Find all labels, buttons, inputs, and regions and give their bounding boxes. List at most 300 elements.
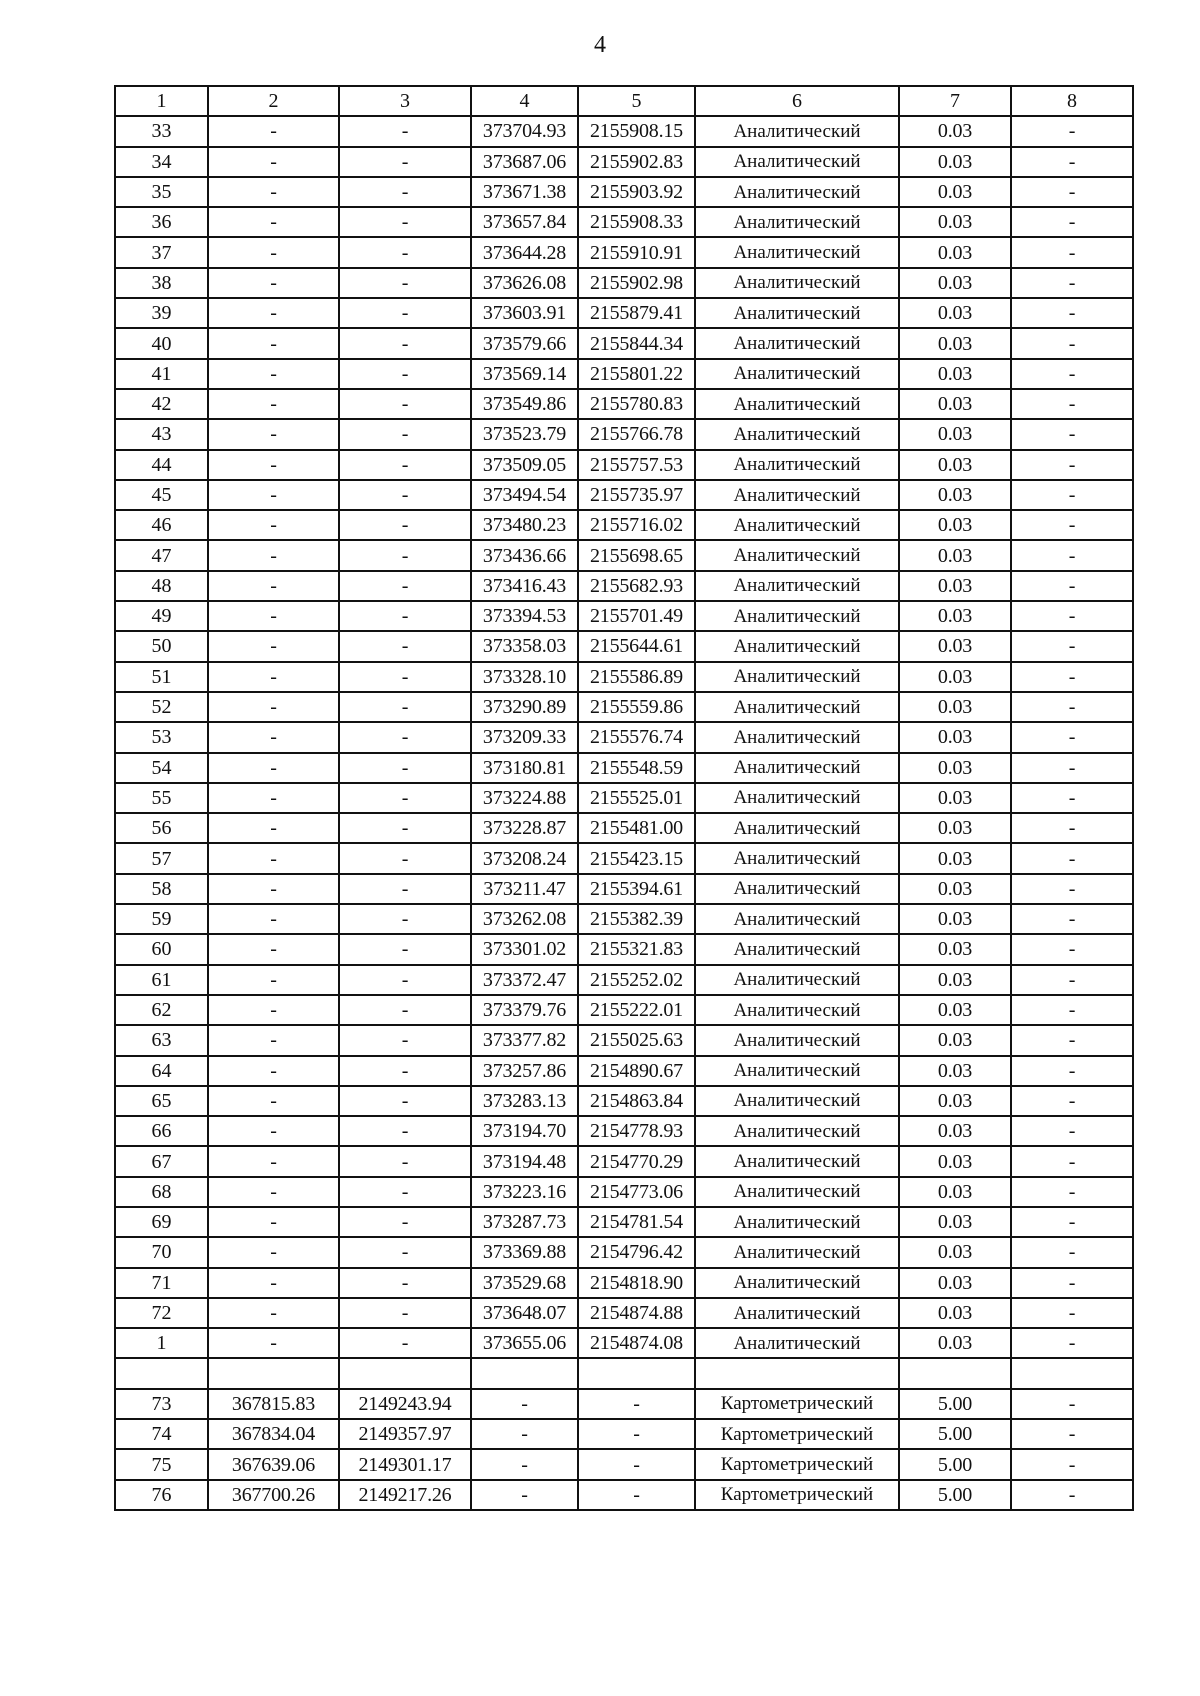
table-row [115, 207, 1133, 237]
method-cell: Аналитический [695, 934, 899, 964]
accuracy-cell: 0.03 [899, 995, 1011, 1025]
note-cell: - [1011, 1207, 1133, 1237]
point-number-cell: 62 [115, 995, 208, 1025]
note-cell: - [1011, 328, 1133, 358]
method-cell: Аналитический [695, 1237, 899, 1267]
method-cell: Аналитический [695, 116, 899, 146]
accuracy-cell: 0.03 [899, 450, 1011, 480]
note-cell: - [1011, 268, 1133, 298]
accuracy-cell: 0.03 [899, 510, 1011, 540]
method-cell: Аналитический [695, 1328, 899, 1358]
note-cell: - [1011, 995, 1133, 1025]
point-number-cell: 44 [115, 450, 208, 480]
method-cell: Аналитический [695, 1025, 899, 1055]
x-cartometric-cell: - [208, 1146, 339, 1176]
y-analytic-cell: 2155879.41 [578, 298, 695, 328]
method-cell: Аналитический [695, 237, 899, 267]
accuracy-cell: 0.03 [899, 965, 1011, 995]
y-cartometric-cell: - [339, 1177, 471, 1207]
note-cell: - [1011, 1025, 1133, 1055]
accuracy-cell: 0.03 [899, 1056, 1011, 1086]
table-row [115, 631, 1133, 661]
x-cartometric-cell: 367815.83 [208, 1389, 339, 1419]
y-cartometric-cell: - [339, 268, 471, 298]
note-cell: - [1011, 1419, 1133, 1449]
y-analytic-cell: - [578, 1389, 695, 1419]
y-cartometric-cell: - [339, 965, 471, 995]
accuracy-cell: 0.03 [899, 298, 1011, 328]
method-cell: Аналитический [695, 207, 899, 237]
method-cell: Аналитический [695, 843, 899, 873]
table-header [115, 86, 1133, 116]
y-analytic-cell: 2155252.02 [578, 965, 695, 995]
note-cell: - [1011, 207, 1133, 237]
table-row [115, 934, 1133, 964]
y-analytic-cell: 2155844.34 [578, 328, 695, 358]
y-cartometric-cell: - [339, 1328, 471, 1358]
note-cell: - [1011, 1480, 1133, 1510]
method-cell: Аналитический [695, 328, 899, 358]
point-number-cell: 43 [115, 419, 208, 449]
x-analytic-cell: 373687.06 [471, 147, 578, 177]
x-cartometric-cell: - [208, 1025, 339, 1055]
y-analytic-cell: 2154874.88 [578, 1298, 695, 1328]
x-cartometric-cell: 367700.26 [208, 1480, 339, 1510]
x-cartometric-cell: - [208, 389, 339, 419]
note-cell: - [1011, 1328, 1133, 1358]
y-cartometric-cell: - [339, 328, 471, 358]
y-cartometric-cell: - [339, 783, 471, 813]
y-cartometric-cell: - [339, 419, 471, 449]
y-analytic-cell: 2154890.67 [578, 1056, 695, 1086]
column-header: 6 [695, 86, 899, 116]
x-analytic-cell: 373509.05 [471, 450, 578, 480]
point-number-cell: 42 [115, 389, 208, 419]
note-cell: - [1011, 1177, 1133, 1207]
y-cartometric-cell: - [339, 692, 471, 722]
x-analytic-cell: - [471, 1449, 578, 1479]
accuracy-cell: 0.03 [899, 662, 1011, 692]
method-cell [695, 1358, 899, 1388]
point-number-cell: 63 [115, 1025, 208, 1055]
accuracy-cell: 5.00 [899, 1419, 1011, 1449]
table-row [115, 662, 1133, 692]
x-cartometric-cell: - [208, 1298, 339, 1328]
accuracy-cell: 0.03 [899, 268, 1011, 298]
x-analytic-cell: 373603.91 [471, 298, 578, 328]
column-header: 5 [578, 86, 695, 116]
y-cartometric-cell: - [339, 116, 471, 146]
y-cartometric-cell [339, 1358, 471, 1388]
y-analytic-cell: 2155902.83 [578, 147, 695, 177]
x-analytic-cell: - [471, 1419, 578, 1449]
table-row [115, 813, 1133, 843]
x-cartometric-cell: - [208, 874, 339, 904]
column-header: 4 [471, 86, 578, 116]
table-row [115, 1177, 1133, 1207]
x-cartometric-cell: - [208, 298, 339, 328]
table-row [115, 1025, 1133, 1055]
note-cell: - [1011, 753, 1133, 783]
y-cartometric-cell: - [339, 389, 471, 419]
y-cartometric-cell: - [339, 1268, 471, 1298]
x-analytic-cell: 373369.88 [471, 1237, 578, 1267]
y-analytic-cell: 2155908.33 [578, 207, 695, 237]
y-analytic-cell: 2155910.91 [578, 237, 695, 267]
point-number-cell: 47 [115, 540, 208, 570]
accuracy-cell: 0.03 [899, 631, 1011, 661]
x-analytic-cell: 373211.47 [471, 874, 578, 904]
x-cartometric-cell: - [208, 631, 339, 661]
point-number-cell: 68 [115, 1177, 208, 1207]
method-cell: Аналитический [695, 450, 899, 480]
x-analytic-cell: 373290.89 [471, 692, 578, 722]
accuracy-cell: 0.03 [899, 753, 1011, 783]
table-row [115, 389, 1133, 419]
accuracy-cell: 0.03 [899, 1025, 1011, 1055]
y-analytic-cell: 2155423.15 [578, 843, 695, 873]
y-cartometric-cell: - [339, 540, 471, 570]
accuracy-cell: 0.03 [899, 1177, 1011, 1207]
note-cell: - [1011, 1449, 1133, 1479]
x-analytic-cell: 373358.03 [471, 631, 578, 661]
y-analytic-cell: - [578, 1419, 695, 1449]
accuracy-cell: 0.03 [899, 1086, 1011, 1116]
x-cartometric-cell: - [208, 1328, 339, 1358]
method-cell: Аналитический [695, 783, 899, 813]
point-number-cell: 60 [115, 934, 208, 964]
y-analytic-cell: 2155682.93 [578, 571, 695, 601]
y-analytic-cell: 2155902.98 [578, 268, 695, 298]
y-analytic-cell: 2155025.63 [578, 1025, 695, 1055]
y-analytic-cell [578, 1358, 695, 1388]
x-cartometric-cell: 367639.06 [208, 1449, 339, 1479]
method-cell: Аналитический [695, 298, 899, 328]
note-cell: - [1011, 510, 1133, 540]
note-cell: - [1011, 419, 1133, 449]
x-cartometric-cell: 367834.04 [208, 1419, 339, 1449]
accuracy-cell: 0.03 [899, 571, 1011, 601]
y-analytic-cell: 2155382.39 [578, 904, 695, 934]
accuracy-cell: 0.03 [899, 601, 1011, 631]
y-analytic-cell: 2155321.83 [578, 934, 695, 964]
x-analytic-cell: 373224.88 [471, 783, 578, 813]
table-row [115, 540, 1133, 570]
x-cartometric-cell: - [208, 1116, 339, 1146]
note-cell: - [1011, 813, 1133, 843]
y-cartometric-cell: - [339, 995, 471, 1025]
x-analytic-cell: 373223.16 [471, 1177, 578, 1207]
x-analytic-cell: 373569.14 [471, 359, 578, 389]
method-cell: Аналитический [695, 1268, 899, 1298]
table-row [115, 571, 1133, 601]
point-number-cell: 36 [115, 207, 208, 237]
table-row [115, 480, 1133, 510]
y-cartometric-cell: - [339, 1146, 471, 1176]
table-row [115, 1237, 1133, 1267]
column-header: 3 [339, 86, 471, 116]
y-analytic-cell: 2155394.61 [578, 874, 695, 904]
accuracy-cell: 0.03 [899, 1146, 1011, 1176]
point-number-cell: 41 [115, 359, 208, 389]
accuracy-cell: 0.03 [899, 843, 1011, 873]
column-header: 8 [1011, 86, 1133, 116]
note-cell: - [1011, 177, 1133, 207]
note-cell: - [1011, 480, 1133, 510]
method-cell: Аналитический [695, 1146, 899, 1176]
y-analytic-cell: 2155766.78 [578, 419, 695, 449]
method-cell: Аналитический [695, 389, 899, 419]
point-number-cell: 73 [115, 1389, 208, 1419]
method-cell: Аналитический [695, 1116, 899, 1146]
y-analytic-cell: 2155644.61 [578, 631, 695, 661]
x-analytic-cell: 373283.13 [471, 1086, 578, 1116]
x-cartometric-cell: - [208, 1237, 339, 1267]
x-cartometric-cell: - [208, 601, 339, 631]
note-cell: - [1011, 722, 1133, 752]
y-analytic-cell: 2155780.83 [578, 389, 695, 419]
table-row [115, 692, 1133, 722]
accuracy-cell: 0.03 [899, 783, 1011, 813]
x-cartometric-cell: - [208, 1177, 339, 1207]
accuracy-cell: 0.03 [899, 147, 1011, 177]
method-cell: Картометрический [695, 1449, 899, 1479]
y-analytic-cell: 2154796.42 [578, 1237, 695, 1267]
point-number-cell: 51 [115, 662, 208, 692]
point-number-cell: 65 [115, 1086, 208, 1116]
accuracy-cell: 0.03 [899, 1268, 1011, 1298]
point-number-cell: 53 [115, 722, 208, 752]
x-cartometric-cell: - [208, 965, 339, 995]
accuracy-cell: 0.03 [899, 540, 1011, 570]
note-cell: - [1011, 631, 1133, 661]
method-cell: Аналитический [695, 874, 899, 904]
point-number-cell: 40 [115, 328, 208, 358]
note-cell: - [1011, 298, 1133, 328]
y-cartometric-cell: - [339, 450, 471, 480]
table-row [115, 965, 1133, 995]
x-analytic-cell: 373480.23 [471, 510, 578, 540]
x-analytic-cell: 373529.68 [471, 1268, 578, 1298]
y-cartometric-cell: - [339, 510, 471, 540]
y-cartometric-cell: - [339, 1207, 471, 1237]
method-cell: Картометрический [695, 1389, 899, 1419]
method-cell: Аналитический [695, 1207, 899, 1237]
y-cartometric-cell: 2149301.17 [339, 1449, 471, 1479]
y-analytic-cell: 2155701.49 [578, 601, 695, 631]
method-cell: Аналитический [695, 177, 899, 207]
point-number-cell: 66 [115, 1116, 208, 1146]
table-row [115, 904, 1133, 934]
x-analytic-cell: 373549.86 [471, 389, 578, 419]
y-analytic-cell: 2155716.02 [578, 510, 695, 540]
method-cell: Аналитический [695, 359, 899, 389]
accuracy-cell [899, 1358, 1011, 1388]
x-analytic-cell: 373648.07 [471, 1298, 578, 1328]
method-cell: Картометрический [695, 1419, 899, 1449]
accuracy-cell: 0.03 [899, 237, 1011, 267]
y-cartometric-cell: - [339, 207, 471, 237]
table-row [115, 268, 1133, 298]
y-analytic-cell: 2155757.53 [578, 450, 695, 480]
table-row [115, 1480, 1133, 1510]
table-row [115, 1449, 1133, 1479]
accuracy-cell: 0.03 [899, 904, 1011, 934]
x-cartometric-cell: - [208, 843, 339, 873]
method-cell: Аналитический [695, 540, 899, 570]
method-cell: Аналитический [695, 722, 899, 752]
x-analytic-cell: 373436.66 [471, 540, 578, 570]
y-cartometric-cell: - [339, 359, 471, 389]
column-header: 7 [899, 86, 1011, 116]
x-analytic-cell: 373262.08 [471, 904, 578, 934]
y-cartometric-cell: - [339, 1298, 471, 1328]
point-number-cell: 52 [115, 692, 208, 722]
method-cell: Аналитический [695, 904, 899, 934]
table-row [115, 510, 1133, 540]
x-cartometric-cell: - [208, 813, 339, 843]
y-cartometric-cell: - [339, 662, 471, 692]
point-number-cell: 61 [115, 965, 208, 995]
point-number-cell: 34 [115, 147, 208, 177]
x-analytic-cell: 373394.53 [471, 601, 578, 631]
note-cell: - [1011, 571, 1133, 601]
y-cartometric-cell: - [339, 601, 471, 631]
y-analytic-cell: 2155525.01 [578, 783, 695, 813]
table-row [115, 874, 1133, 904]
accuracy-cell: 0.03 [899, 813, 1011, 843]
accuracy-cell: 0.03 [899, 207, 1011, 237]
note-cell: - [1011, 692, 1133, 722]
note-cell: - [1011, 359, 1133, 389]
x-cartometric-cell: - [208, 450, 339, 480]
method-cell: Аналитический [695, 1298, 899, 1328]
x-analytic-cell: 373287.73 [471, 1207, 578, 1237]
note-cell: - [1011, 843, 1133, 873]
column-header: 1 [115, 86, 208, 116]
point-number-cell: 74 [115, 1419, 208, 1449]
point-number-cell: 54 [115, 753, 208, 783]
method-cell: Аналитический [695, 510, 899, 540]
accuracy-cell: 0.03 [899, 1237, 1011, 1267]
accuracy-cell: 5.00 [899, 1389, 1011, 1419]
accuracy-cell: 0.03 [899, 934, 1011, 964]
method-cell: Аналитический [695, 1177, 899, 1207]
x-cartometric-cell: - [208, 328, 339, 358]
x-analytic-cell: 373579.66 [471, 328, 578, 358]
x-analytic-cell: - [471, 1480, 578, 1510]
method-cell: Аналитический [695, 601, 899, 631]
method-cell: Аналитический [695, 995, 899, 1025]
x-analytic-cell: 373657.84 [471, 207, 578, 237]
point-number-cell: 72 [115, 1298, 208, 1328]
x-analytic-cell: 373644.28 [471, 237, 578, 267]
table-row [115, 147, 1133, 177]
table-row [115, 177, 1133, 207]
accuracy-cell: 0.03 [899, 389, 1011, 419]
method-cell: Аналитический [695, 965, 899, 995]
table-row [115, 1146, 1133, 1176]
y-cartometric-cell: - [339, 147, 471, 177]
note-cell: - [1011, 1056, 1133, 1086]
table-row [115, 1207, 1133, 1237]
note-cell: - [1011, 904, 1133, 934]
accuracy-cell: 0.03 [899, 1116, 1011, 1146]
note-cell: - [1011, 147, 1133, 177]
x-analytic-cell: 373626.08 [471, 268, 578, 298]
accuracy-cell: 0.03 [899, 692, 1011, 722]
y-cartometric-cell: - [339, 722, 471, 752]
note-cell: - [1011, 1268, 1133, 1298]
point-number-cell: 57 [115, 843, 208, 873]
x-cartometric-cell: - [208, 904, 339, 934]
page-number: 4 [594, 32, 606, 58]
x-analytic-cell: 373194.48 [471, 1146, 578, 1176]
y-cartometric-cell: - [339, 813, 471, 843]
y-cartometric-cell: - [339, 298, 471, 328]
point-number-cell: 76 [115, 1480, 208, 1510]
x-cartometric-cell: - [208, 995, 339, 1025]
table-row [115, 1389, 1133, 1419]
y-analytic-cell: 2155735.97 [578, 480, 695, 510]
y-analytic-cell: 2155698.65 [578, 540, 695, 570]
point-number-cell: 70 [115, 1237, 208, 1267]
point-number-cell: 46 [115, 510, 208, 540]
y-analytic-cell: 2154818.90 [578, 1268, 695, 1298]
y-analytic-cell: 2155801.22 [578, 359, 695, 389]
method-cell: Аналитический [695, 268, 899, 298]
method-cell: Аналитический [695, 1086, 899, 1116]
note-cell: - [1011, 601, 1133, 631]
note-cell: - [1011, 389, 1133, 419]
table-row [115, 722, 1133, 752]
x-cartometric-cell: - [208, 692, 339, 722]
table-row [115, 359, 1133, 389]
point-number-cell: 38 [115, 268, 208, 298]
x-analytic-cell: 373671.38 [471, 177, 578, 207]
x-cartometric-cell: - [208, 480, 339, 510]
table-row [115, 601, 1133, 631]
note-cell: - [1011, 1237, 1133, 1267]
y-analytic-cell: 2154773.06 [578, 1177, 695, 1207]
table-row [115, 1419, 1133, 1449]
y-analytic-cell: 2155559.86 [578, 692, 695, 722]
table-row [115, 1298, 1133, 1328]
x-cartometric-cell: - [208, 783, 339, 813]
note-cell: - [1011, 662, 1133, 692]
x-cartometric-cell: - [208, 571, 339, 601]
method-cell: Аналитический [695, 571, 899, 601]
x-analytic-cell: 373257.86 [471, 1056, 578, 1086]
x-cartometric-cell: - [208, 1207, 339, 1237]
table-row [115, 237, 1133, 267]
x-cartometric-cell: - [208, 1056, 339, 1086]
x-analytic-cell: 373372.47 [471, 965, 578, 995]
y-cartometric-cell: - [339, 904, 471, 934]
x-cartometric-cell: - [208, 662, 339, 692]
point-number-cell: 50 [115, 631, 208, 661]
accuracy-cell: 0.03 [899, 480, 1011, 510]
x-analytic-cell: 373301.02 [471, 934, 578, 964]
x-analytic-cell: 373704.93 [471, 116, 578, 146]
table-row [115, 1328, 1133, 1358]
x-analytic-cell: 373655.06 [471, 1328, 578, 1358]
table-row [115, 753, 1133, 783]
method-cell: Аналитический [695, 753, 899, 783]
point-number-cell: 48 [115, 571, 208, 601]
accuracy-cell: 0.03 [899, 1207, 1011, 1237]
note-cell: - [1011, 540, 1133, 570]
